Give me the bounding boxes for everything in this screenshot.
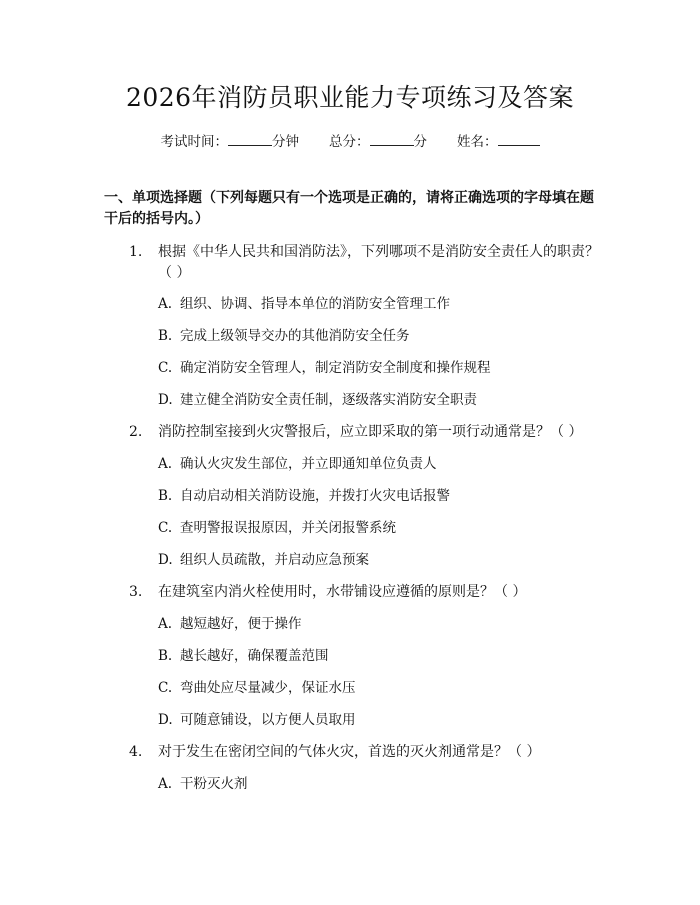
exam-time-unit: 分钟 bbox=[272, 134, 299, 150]
total-score-unit: 分 bbox=[413, 134, 427, 150]
option-2d[interactable] bbox=[158, 550, 369, 570]
option-letter: B. bbox=[158, 328, 173, 344]
option-letter: B. bbox=[158, 648, 173, 664]
option-2b[interactable] bbox=[158, 486, 450, 506]
option-text: 确认火灾发生部位，并立即通知单位负责人 bbox=[180, 456, 437, 472]
option-4a[interactable] bbox=[158, 774, 248, 794]
question-number: 2. bbox=[129, 424, 143, 440]
question-4 bbox=[129, 742, 599, 763]
exam-time-blank[interactable] bbox=[228, 133, 272, 146]
option-1c[interactable] bbox=[158, 358, 491, 378]
question-text: 消防控制室接到火灾警报后，应立即采取的第一项行动通常是？（ ） bbox=[158, 424, 583, 440]
exam-time-field bbox=[161, 130, 300, 150]
option-letter: D. bbox=[158, 392, 173, 408]
option-letter: A. bbox=[158, 776, 173, 792]
option-text: 完成上级领导交办的其他消防安全任务 bbox=[180, 328, 410, 344]
option-text: 弯曲处应尽量减少，保证水压 bbox=[180, 680, 356, 696]
option-text: 确定消防安全管理人，制定消防安全制度和操作规程 bbox=[180, 360, 491, 376]
name-field bbox=[457, 130, 540, 150]
question-2 bbox=[129, 422, 599, 443]
option-1a[interactable] bbox=[158, 294, 450, 314]
question-number: 3. bbox=[129, 584, 143, 600]
total-score-blank[interactable] bbox=[370, 133, 414, 146]
option-2c[interactable] bbox=[158, 518, 396, 538]
option-text: 建立健全消防安全责任制，逐级落实消防安全职责 bbox=[180, 392, 477, 408]
option-letter: B. bbox=[158, 488, 173, 504]
option-3b[interactable] bbox=[158, 646, 329, 666]
section-title: 一、单项选择题（下列每题只有一个选项是正确的，请将正确选项的字母填在题干后的括号内。） bbox=[104, 190, 594, 227]
question-text: 在建筑室内消火栓使用时，水带铺设应遵循的原则是？（ ） bbox=[158, 584, 527, 600]
option-text: 组织人员疏散，并启动应急预案 bbox=[180, 552, 369, 568]
option-1d[interactable] bbox=[158, 390, 477, 410]
option-text: 越短越好，便于操作 bbox=[180, 616, 302, 632]
option-letter: D. bbox=[158, 552, 173, 568]
name-label: 姓名： bbox=[457, 134, 498, 150]
option-3d[interactable] bbox=[158, 710, 356, 730]
exam-info-line bbox=[0, 130, 700, 150]
total-score-field bbox=[329, 130, 427, 150]
option-letter: A. bbox=[158, 296, 173, 312]
question-number: 1. bbox=[129, 244, 143, 260]
option-letter: C. bbox=[158, 680, 173, 696]
option-text: 越长越好，确保覆盖范围 bbox=[180, 648, 329, 664]
option-letter: A. bbox=[158, 456, 173, 472]
question-text: 根据《中华人民共和国消防法》，下列哪项不是消防安全责任人的职责？（ ） bbox=[158, 244, 599, 281]
option-letter: C. bbox=[158, 360, 173, 376]
option-text: 干粉灭火剂 bbox=[180, 776, 248, 792]
option-text: 可随意铺设，以方便人员取用 bbox=[180, 712, 356, 728]
option-2a[interactable] bbox=[158, 454, 437, 474]
page-title: 2026年消防员职业能力专项练习及答案 bbox=[125, 83, 575, 112]
question-text: 对于发生在密闭空间的气体火灾，首选的灭火剂通常是？（ ） bbox=[158, 744, 541, 760]
question-number: 4. bbox=[129, 744, 143, 760]
question-1 bbox=[129, 242, 599, 284]
option-text: 自动启动相关消防设施，并拨打火灾电话报警 bbox=[180, 488, 450, 504]
name-blank[interactable] bbox=[498, 133, 540, 146]
option-letter: C. bbox=[158, 520, 173, 536]
option-3c[interactable] bbox=[158, 678, 356, 698]
option-text: 组织、协调、指导本单位的消防安全管理工作 bbox=[180, 296, 450, 312]
option-3a[interactable] bbox=[158, 614, 302, 634]
option-letter: D. bbox=[158, 712, 173, 728]
option-letter: A. bbox=[158, 616, 173, 632]
option-1b[interactable] bbox=[158, 326, 410, 346]
option-text: 查明警报误报原因，并关闭报警系统 bbox=[180, 520, 396, 536]
question-3 bbox=[129, 582, 599, 603]
exam-time-label: 考试时间： bbox=[160, 134, 228, 150]
total-score-label: 总分： bbox=[329, 134, 370, 150]
